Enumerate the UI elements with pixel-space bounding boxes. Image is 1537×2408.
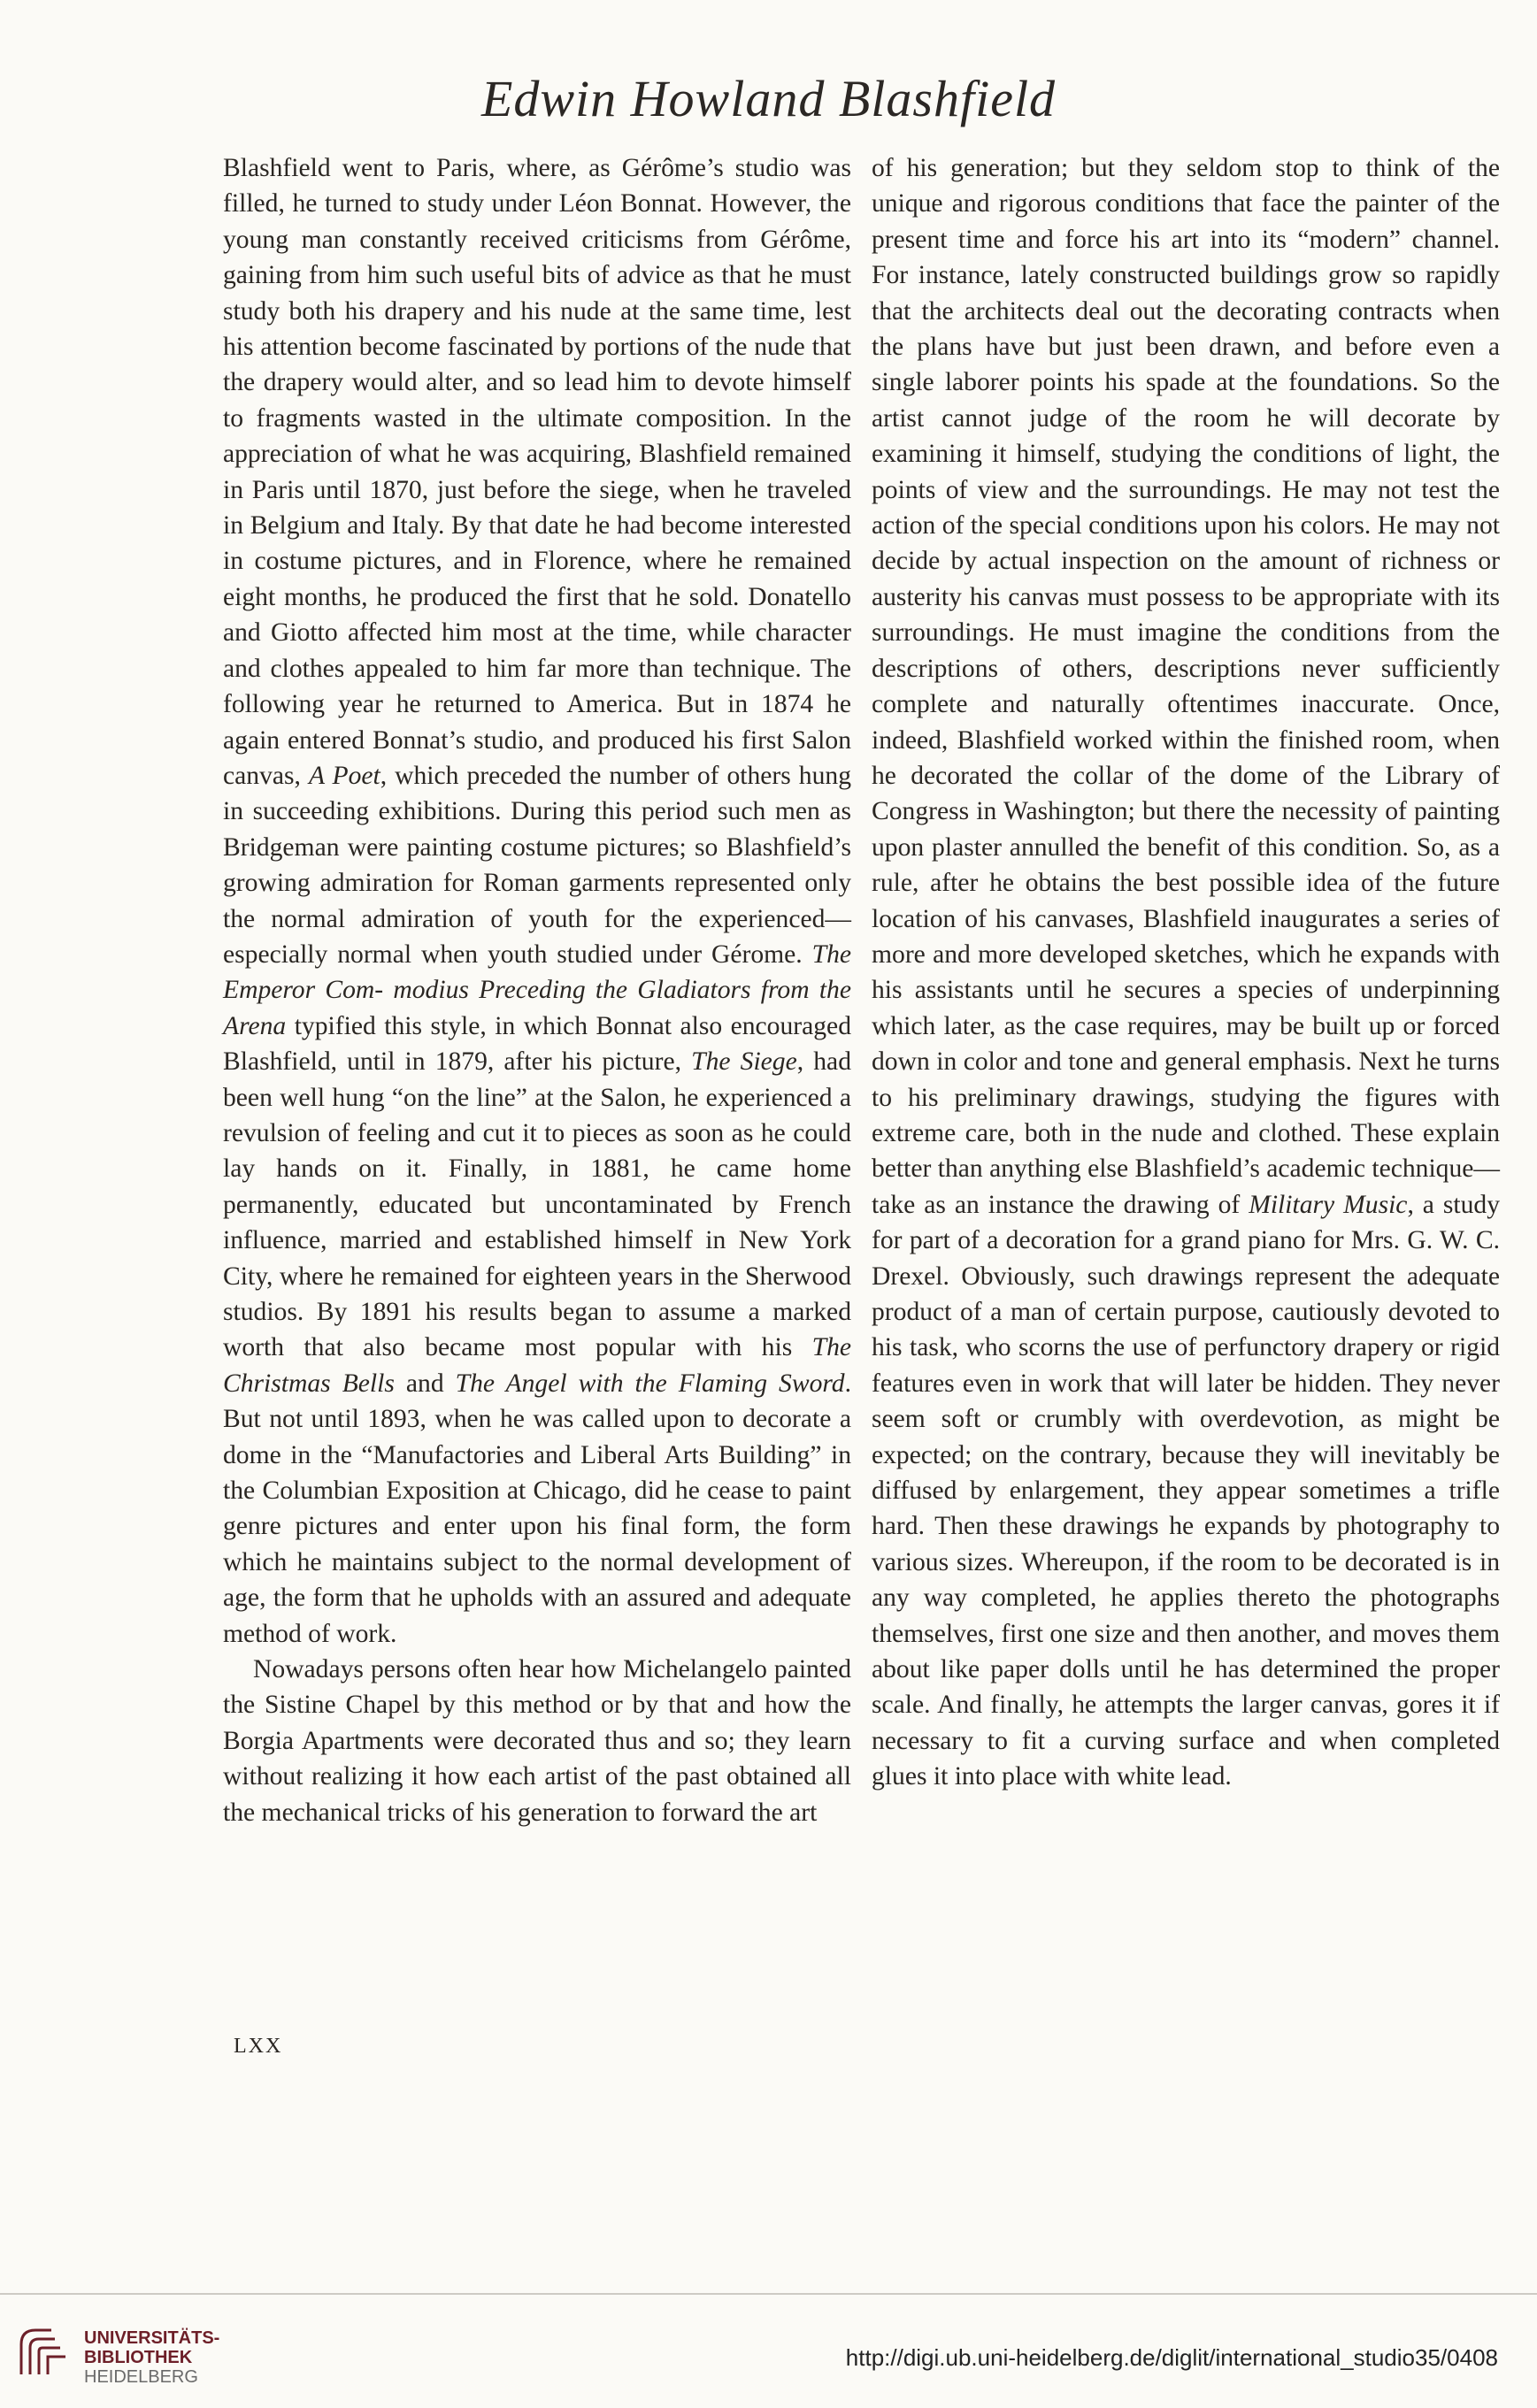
left-column (223, 150, 851, 1830)
paragraph: of his generation; but they seldom stop to think of the unique and rigorous conditions that face the painter of the present time and force his art into its “modern” channel. For instance, lately constructed buildings grow so rapidly that the architects deal out the decorating contracts when the plans have but just been drawn, and before even a single laborer points his spade at the foundations. So the artist cannot judge of the room he will decorate by examining it himself, studying the conditions of light, the points of view and the surroundings. He may not test the action of the special conditions upon his colors. He may not decide by actual inspection on the amount of richness or austerity his canvas must possess to be appropriate with its surroundings. He must imagine the conditions from the descriptions of others, descriptions never sufficiently complete and naturally oftentimes inaccurate. Once, indeed, Blashfield worked within the finished room, when he decorated the collar of the dome of the Library of Congress in Washington; but there the necessity of painting upon plaster annulled the benefit of this condition. So, as a rule, after he obtains the best possible idea of the future location of his canvases, Blashfield inaugurates a series of more and more developed sketches, which he expands with his assistants until he secures a species of underpinning which later, as the case requires, may be built up or forced down in color and tone and general emphasis. Next he turns to his preliminary drawings, studying the figures with extreme care, both in the nude and clothed. These explain better than anything else Blashfield’s academic technique—take as an instance the drawing of Military Music, a study for part of a decoration for a grand piano for Mrs. G. W. C. Drexel. Obviously, such drawings represent the adequate product of a man of certain purpose, cautiously devoted to his task, who scorns the use of perfunctory drapery or rigid features even in work that will later be hidden. They never seem soft or crumbly with overdevotion, as might be expected; on the contrary, because they will inevitably be diffused by enlargement, they appear sometimes a trifle hard. Then these drawings he expands by photography to various sizes. Whereupon, if the room to be decorated is in any way completed, he applies thereto the photographs themselves, first one size and then another, and moves them about like paper dolls until he has determined the proper scale. And finally, he attempts the larger canvas, gores it if necessary to fit a curving surface and when completed glues it into place with white lead. (872, 154, 1501, 1791)
page-number: LXX (234, 2035, 283, 2058)
footer-divider (0, 2293, 1537, 2295)
right-column (872, 150, 1500, 1795)
library-name-line3: HEIDELBERG (84, 2367, 198, 2387)
library-name-line2: BIBLIOTHEK (84, 2348, 193, 2367)
paragraph: Nowadays persons often hear how Michelangelo painted the Sistine Chapel by this method or by that and how the Borgia Apartments were decorated thus and so; they learn without realizing it how each artist of the past obtained all the mechanical tricks of his generation to forward the art (223, 1655, 851, 1827)
library-logo-icon (16, 2325, 71, 2384)
page-title: Edwin Howland Blashfield (480, 70, 1057, 127)
source-url-link[interactable]: http://digi.ub.uni-heidelberg.de/diglit/international_studio35/0408 (845, 2344, 1498, 2371)
library-name-line1: UNIVERSITÄTS- (84, 2328, 220, 2348)
library-name (84, 2328, 219, 2387)
paragraph: Blashfield went to Paris, where, as Gérôme’s studio was filled, he turned to study under Léon Bonnat. However, the young man constantly received criticisms from Gérôme, gaining from him such useful bits of advice as that he must study both his drapery and his nude at the same time, lest his attention become fascinated by portions of the nude that the drapery would alter, and so lead him to devote himself to fragments wasted in the ultimate composition. In the appreciation of what he was acquiring, Blashfield remained in Paris until 1870, just before the siege, when he traveled in Belgium and Italy. By that date he had become interested in costume pictures, and in Florence, where he remained eight months, he produced the first that he sold. Donatello and Giotto affected him most at the time, while character and clothes appealed to him far more than technique. The following year he returned to America. But in 1874 he again entered Bonnat’s studio, and produced his first Salon canvas, A Poet, which preceded the number of others hung in succeeding exhibitions. During this period such men as Bridgeman were painting costume pictures; so Blashfield’s growing admiration for Roman garments represented only the normal admiration of youth for the experienced—especially normal when youth studied under Gérome. The Emperor Com- modius Preceding the Gladiators from the Arena typified this style, in which Bonnat also encouraged Blashfield, until in 1879, after his picture, The Siege, had been well hung “on the line” at the Salon, he experienced a revulsion of feeling and cut it to pieces as soon as he could lay hands on it. Finally, in 1881, he came home permanently, educated but uncontaminated by French influence, married and established himself in New York City, where he remained for eighteen years in the Sherwood studios. By 1891 his results began to assume a marked worth that also became most popular with his The Christmas Bells and The Angel with the Flaming Sword. But not until 1893, when he was called upon to decorate a dome in the “Manufactories and Liberal Arts Building” in the Columbian Exposition at Chicago, did he cease to paint genre pictures and enter upon his final form, the form which he maintains subject to the normal development of age, the form that he upholds with an assured and adequate method of work. (223, 154, 851, 1648)
